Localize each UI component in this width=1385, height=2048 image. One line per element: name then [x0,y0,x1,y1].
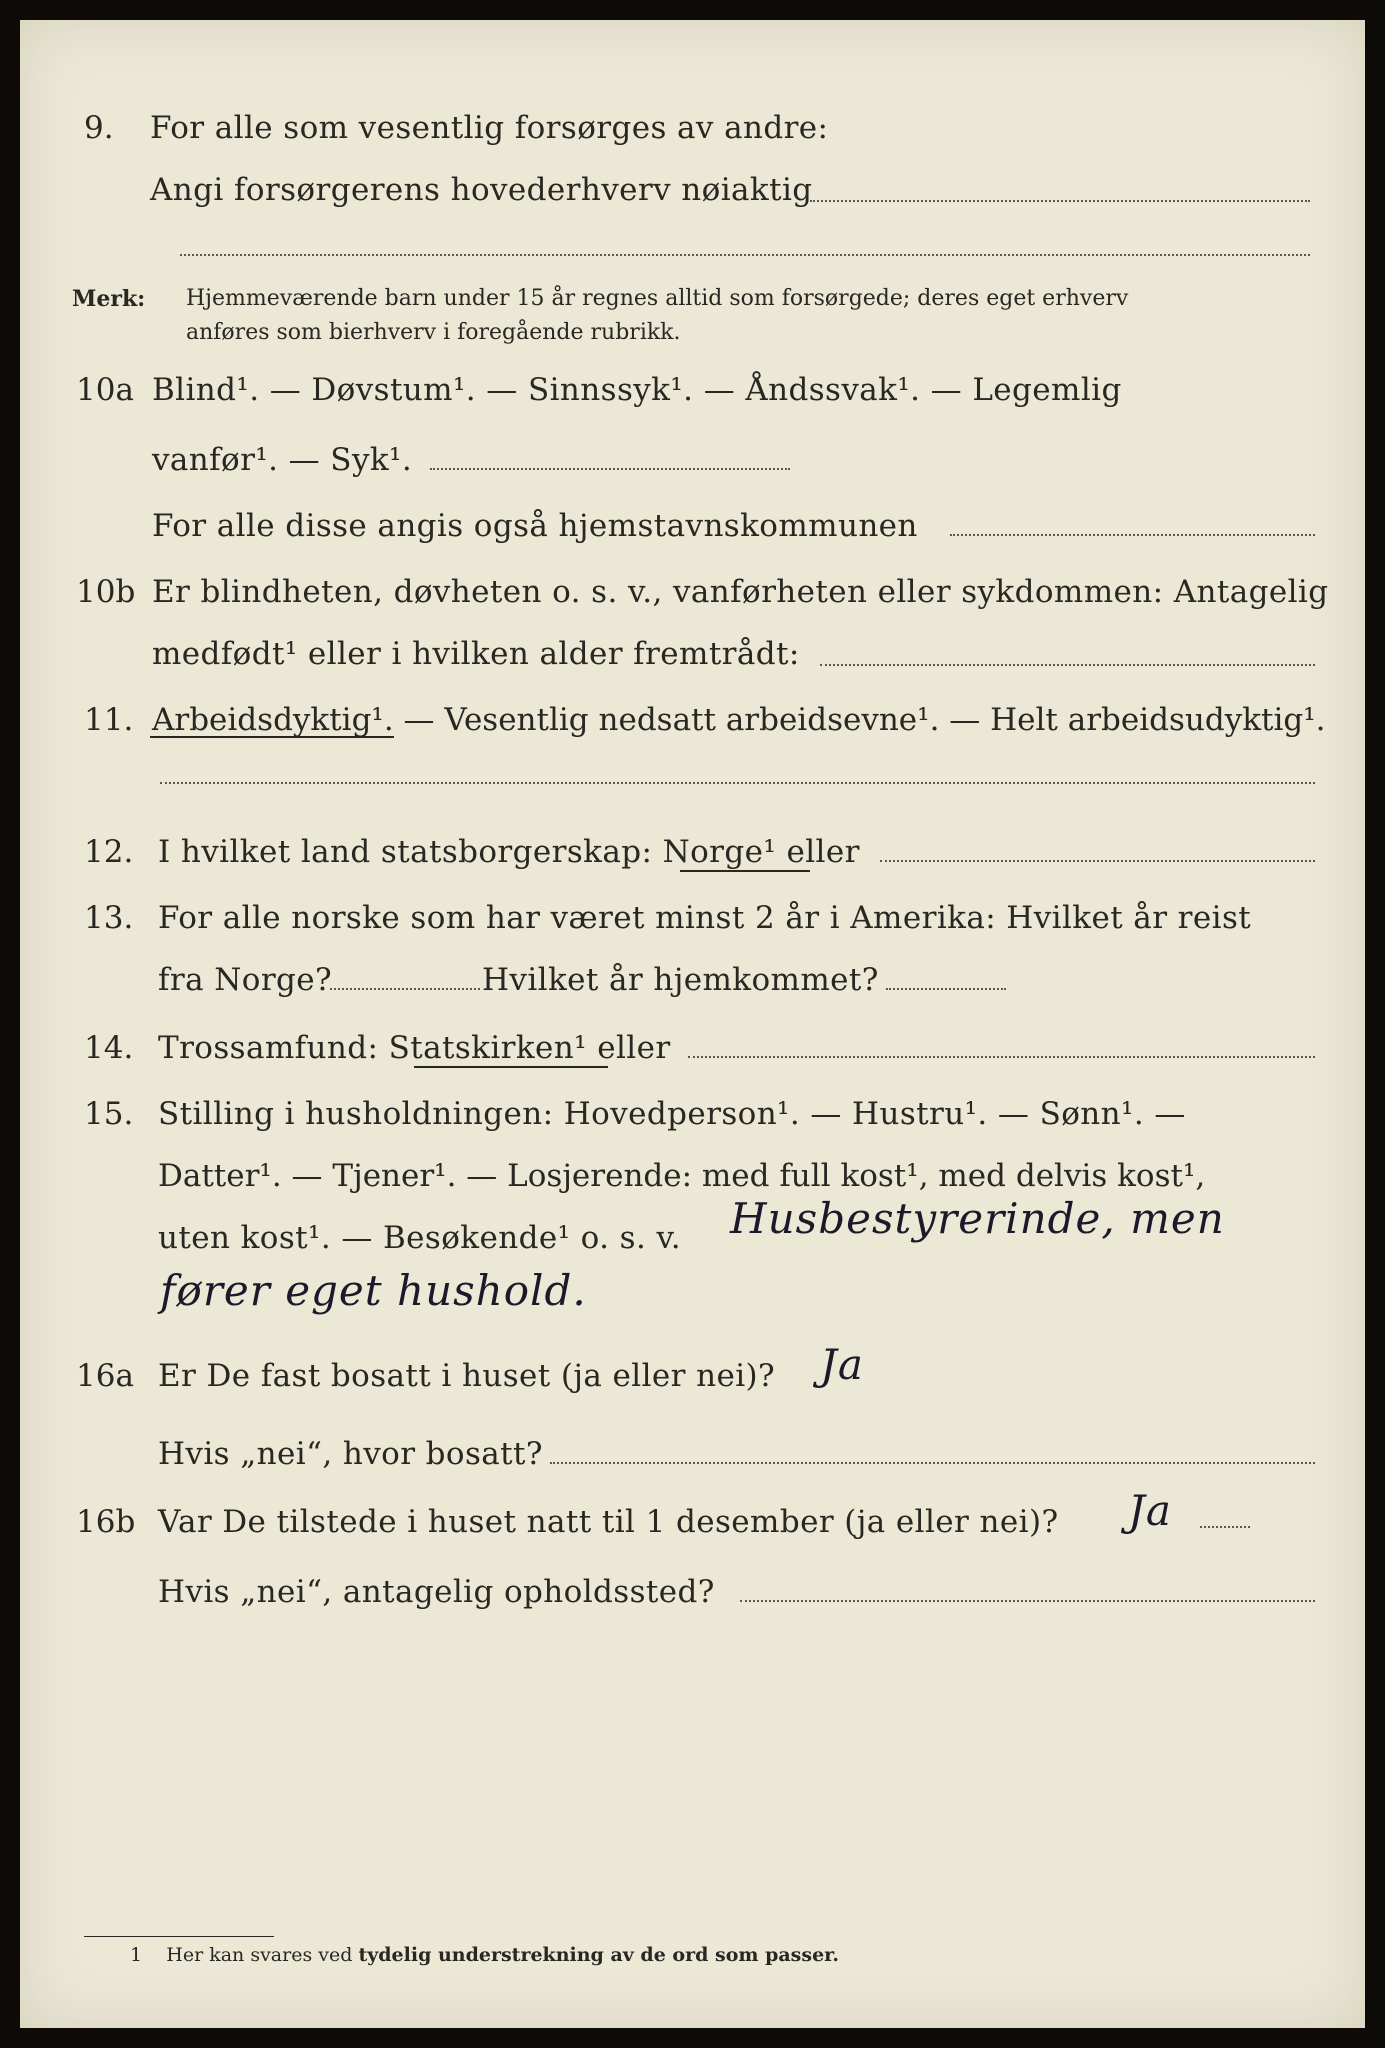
q14-number: 14. [84,1030,134,1066]
q10a-number: 10a [76,372,134,408]
q16b-number: 16b [76,1504,136,1540]
q15-line-3: uten kost¹. — Besøkende¹ o. s. v. [158,1220,681,1256]
q16a-line-2: Hvis „nei“, hvor bosatt? [158,1436,543,1472]
q16b-handwritten-answer: Ja [1128,1486,1172,1535]
q10a-answer-line[interactable] [430,468,790,470]
q11-number: 11. [84,702,134,738]
q15-line-1: Stilling i husholdningen: Hovedperson¹. — Hustru¹. — Sønn¹. — [158,1096,1186,1132]
q10b-line-1: Er blindheten, døvheten o. s. v., vanførheten eller sykdommen: Antagelig [152,574,1329,610]
q9-answer-line-2[interactable] [180,254,1310,256]
footnote-rule [84,1936,274,1937]
footnote-mark: 1 [130,1944,143,1966]
q12-number: 12. [84,834,134,870]
q13-line-2a: fra Norge? [158,962,333,998]
merk-text-2: anføres som bierhverv i foregående rubrikk. [186,320,681,345]
q10a-line-2: vanfør¹. — Syk¹. [152,442,413,478]
q12-answer-line[interactable] [880,860,1315,862]
footnote [130,1944,839,1966]
q9-question: For alle som vesentlig forsørges av andre: [150,110,829,146]
q15-line-2: Datter¹. — Tjener¹. — Losjerende: med full kost¹, med delvis kost¹, [158,1158,1206,1194]
footnote-text-plain: Her kan svares ved [166,1944,353,1966]
q14-line-1: Trossamfund: Statskirken¹ eller [158,1030,671,1066]
q10b-answer-line[interactable] [820,664,1315,666]
q13-return-answer-line[interactable] [886,988,1006,990]
q10a-line-1: Blind¹. — Døvstum¹. — Sinnssyk¹. — Åndssvak¹. — Legemlig [152,372,1122,408]
q13-line-1: For alle norske som har været minst 2 år i Amerika: Hvilket år reist [158,900,1252,936]
census-form-page [20,20,1365,2028]
q15-number: 15. [84,1096,134,1132]
q10b-line-2: medfødt¹ eller i hvilken alder fremtrådt: [152,636,800,672]
q15-handwritten-answer-2: fører eget hushold. [160,1266,587,1315]
q16a-number: 16a [76,1358,134,1394]
q10b-number: 10b [76,574,136,610]
q9-answer-line[interactable] [810,200,1310,202]
q10a-home-answer-line[interactable] [950,534,1315,536]
merk-text-1: Hjemmeværende barn under 15 år regnes alltid som forsørgede; deres eget erhverv [186,286,1129,311]
q14-underline-statskirken [414,1066,608,1068]
q13-line-2b: Hvilket år hjemkommet? [482,962,879,998]
q9-prompt: Angi forsørgerens hovederhverv nøiaktig [150,172,813,208]
q11-underline-arbeidsdyktig [150,736,394,738]
q9-number: 9. [84,110,114,146]
q16b-line-2: Hvis „nei“, antagelig opholdssted? [158,1574,715,1610]
q16a-handwritten-answer: Ja [820,1340,864,1389]
q14-answer-line[interactable] [688,1056,1315,1058]
q10a-line-3: For alle disse angis også hjemstavnskommunen [152,508,918,544]
q13-departure-answer-line[interactable] [330,988,480,990]
q15-handwritten-answer-1: Husbestyrerinde, men [730,1194,1225,1243]
q11-line-1: Arbeidsdyktig¹. — Vesentlig nedsatt arbeidsevne¹. — Helt arbeidsudyktig¹. [152,702,1326,738]
q16b-answer-line[interactable] [1200,1526,1250,1528]
q16a-answer-line[interactable] [550,1462,1315,1464]
q16b-line-1: Var De tilstede i huset natt til 1 desember (ja eller nei)? [158,1504,1059,1540]
q16b-location-answer-line[interactable] [740,1600,1315,1602]
q11-answer-line[interactable] [160,782,1315,784]
q12-underline-norge [680,870,810,872]
merk-label: Merk: [72,286,146,312]
q12-line-1: I hvilket land statsborgerskap: Norge¹ eller [158,834,860,870]
footnote-text-bold: tydelig understrekning av de ord som passer. [358,1944,840,1966]
q13-number: 13. [84,900,134,936]
q16a-line-1: Er De fast bosatt i huset (ja eller nei)? [158,1358,776,1394]
